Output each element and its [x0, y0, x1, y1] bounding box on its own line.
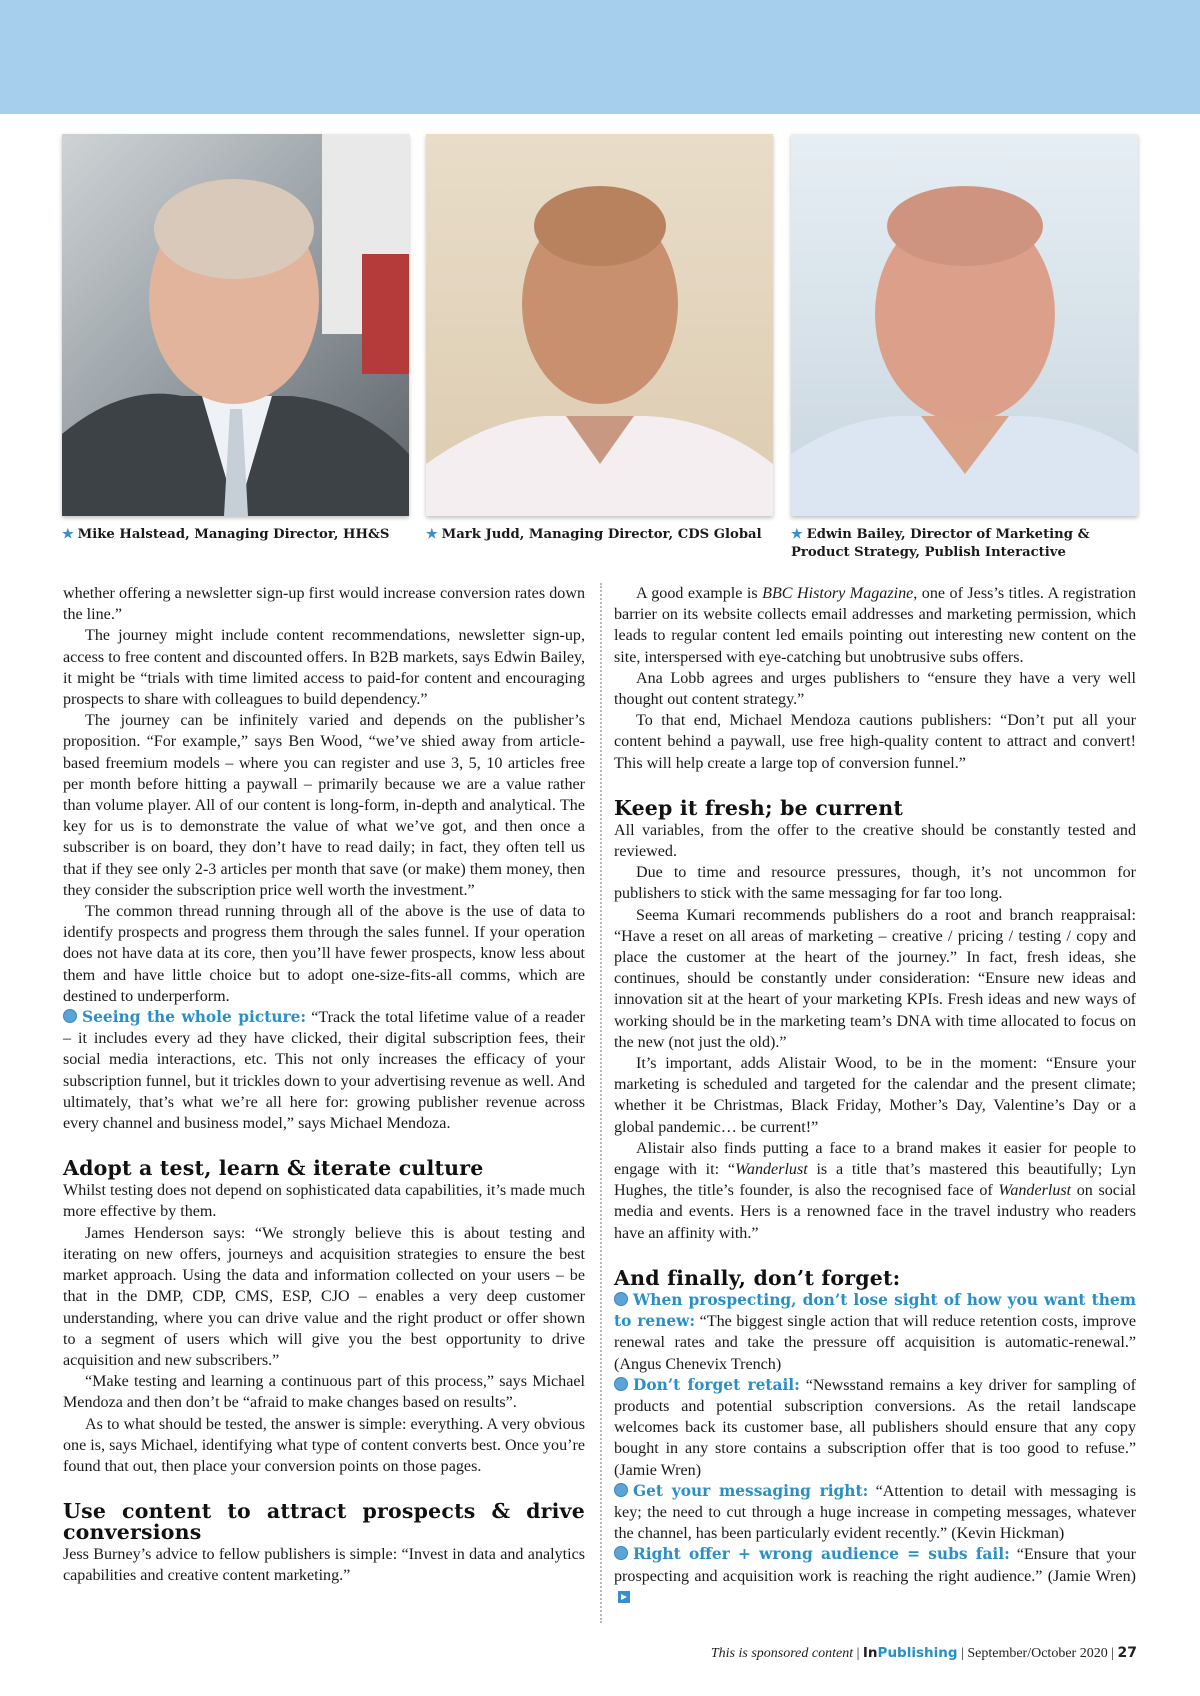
paragraph: Alistair also finds putting a face to a brand makes it easier for people to engage with it: “Wanderlust is a title that’s mastered this beautifully; Lyn Hughes, the title’s founder, is also the recognised face of Wanderlust on social media and events. Hers is a renowned face in the travel industry who readers have an affinity with.”	[614, 1139, 1137, 1242]
end-mark-icon	[618, 1591, 630, 1603]
bullet-lead: When prospecting, don’t lose sight of how you want them to renew:	[614, 1290, 1136, 1331]
bullet-lead: Don’t forget retail:	[633, 1375, 800, 1394]
paragraph: Ana Lobb agrees and urges publishers to “ensure they have a very well thought out content strategy.”	[614, 669, 1136, 709]
brand-logo: InPublishing	[862, 1645, 958, 1661]
paragraph: “Make testing and learning a continuous part of this process,” says Michael Mendoza and then don’t be “afraid to make changes based on results”.	[63, 1373, 585, 1412]
column-divider	[600, 583, 602, 1623]
photo-mike-halstead	[62, 134, 409, 516]
star-icon: ★	[426, 527, 438, 542]
star-icon: ★	[791, 527, 803, 542]
paragraph: All variables, from the offer to the creative should be constantly tested and reviewed.	[614, 821, 1136, 861]
bullet-dot-icon	[614, 1292, 628, 1306]
paragraph: It’s important, adds Alistair Wood, to be in the moment: “Ensure your marketing is scheduled and targeted for the calendar and the present climate; whether it be Christmas, Black Friday, Mother’s Day, Valentine’s Day or a global pandemic… be current!”	[614, 1055, 1136, 1136]
star-icon: ★	[62, 527, 74, 542]
photo-edwin-bailey	[791, 134, 1138, 516]
page-footer: This is sponsored content | InPublishing | September/October 2020 | 27	[710, 1645, 1137, 1661]
portrait-1-image	[62, 134, 409, 516]
bullet-paragraph: When prospecting, don’t lose sight of how you want them to renew: “The biggest single action that will reduce retention costs, improve renewal rates and take the pressure off acquisition is automatic-renewal.” (Angus Chenevix Trench)	[614, 1290, 1137, 1373]
paragraph: whether offering a newsletter sign-up first would increase conversion rates down the line.”	[63, 585, 585, 624]
bullet-dot-icon	[614, 1377, 628, 1391]
paragraph: Jess Burney’s advice to fellow publishers is simple: “Invest in data and analytics capabilities and creative content marketing.”	[63, 1546, 585, 1585]
issue-date: September/October 2020	[967, 1646, 1108, 1661]
section-heading: Adopt a test, learn & iterate culture	[63, 1156, 484, 1181]
section-heading: Keep it fresh; be current	[614, 795, 904, 820]
photo-caption-3: ★ Edwin Bailey, Director of Marketing & Product Strategy, Publish Interactive	[791, 527, 1090, 560]
paragraph: James Henderson says: “We strongly believe this is about testing and iterating on new offers, journeys and acquisition strategies to ensure the best market approach. Using the data and information collected on your users – be that in the DMP, CDP, CMS, ESP, CJO – enables a very deep customer understanding, where you can drive value and the right product or offer shown to a segment of users which will give you the best opportunity to drive acquisition and new subscribers.”	[63, 1224, 585, 1369]
paragraph: As to what should be tested, the answer is simple: everything. A very obvious one is, says Michael, identifying what type of content converts best. Once you’re found that out, then place your conversion points on those pages.	[63, 1415, 585, 1475]
paragraph: A good example is BBC History Magazine, one of Jess’s titles. A registration barrier on its website collects email addresses and marketing permission, which leads to regular content led emails pointing out interesting new content on the site, interspersed with eye-catching but unobtrusive subs offers.	[614, 585, 1137, 666]
bullet-paragraph: Right offer + wrong audience = subs fail: “Ensure that your prospecting and acquisition work is reaching the right audience.” (Jamie Wren)	[614, 1544, 1136, 1608]
bullet-dot-icon	[614, 1546, 628, 1560]
bullet-paragraph: Don’t forget retail: “Newsstand remains a key driver for sampling of products and potential subscription conversions. As the retail landscape welcomes back its customer base, all publishers should ensure that any copy bought in any store contains a subscription offer that is too good to refuse.” (Jamie Wren)	[614, 1375, 1137, 1479]
article-column-right	[614, 583, 1136, 1608]
bullet-dot-icon	[63, 1009, 77, 1023]
top-color-band	[0, 0, 1200, 114]
photo-caption-2: ★ Mark Judd, Managing Director, CDS Global	[426, 527, 762, 542]
paragraph: Seema Kumari recommends publishers do a root and branch reappraisal: “Have a reset on all areas of marketing – creative / pricing / testing / copy and place the customer at the heart of the journey.” In fact, fresh ideas, she continues, should be constantly under consideration: “Ensure new ideas and innovation sit at the heart of your marketing KPIs. Fresh ideas and new ways of working should be in the marketing team’s DNA with time allocated to focus on the new (not just the old).”	[614, 906, 1136, 1051]
bullet-dot-icon	[614, 1483, 628, 1497]
sponsored-label: This is sponsored content	[710, 1646, 854, 1661]
paragraph: To that end, Michael Mendoza cautions publishers: “Don’t put all your content behind a paywall, use free high-quality content to attract and convert! This will help create a large top of conversion funnel.”	[614, 712, 1136, 772]
page-number: 27	[1117, 1645, 1137, 1661]
portrait-3-image	[791, 134, 1138, 516]
paragraph: The common thread running through all of the above is the use of data to identify prospects and progress them through the sales funnel. If your operation does not have data at its core, then you’ll have fewer prospects, know less about them and have little choice but to adopt one-size-fits-all comms, which are destined to underperform.	[63, 903, 585, 1005]
bullet-paragraph: Seeing the whole picture: “Track the total lifetime value of a reader – it includes every ad they have clicked, their digital subscription fees, their social media interactions, etc. This not only increases the efficacy of your subscription funnel, but it trickles down to your advertising revenue as well. And ultimately, that’s what we’re all here for: growing publisher revenue across every channel and business model,” says Michael Mendoza.	[63, 1008, 585, 1133]
article-column-left	[63, 583, 585, 1587]
paragraph: Whilst testing does not depend on sophisticated data capabilities, it’s made much more effective by them.	[63, 1182, 585, 1221]
bullet-lead: Get your messaging right:	[633, 1481, 869, 1500]
paragraph: The journey might include content recommendations, newsletter sign-up, access to free content and discounted offers. In B2B markets, says Edwin Bailey, it might be “trials with time limited access to paid-for content and encouraging prospects to share with colleagues to build dependency.”	[63, 627, 585, 709]
portrait-2-image	[426, 134, 773, 516]
paragraph: The journey can be infinitely varied and depends on the publisher’s proposition. “For example,” says Ben Wood, “we’ve shied away from article-based freemium models – where you can register and use 3, 5, 10 articles free per month before hitting a paywall – primarily because we are a value rather than volume player. All of our content is long-form, in-depth and analytical. The key for us is to demonstrate the value of what we’ve got, and then once a subscriber is on board, they don’t have to read daily; in fact, they often tell us that if they see only 2-3 articles per month that save (or make) them money, then they consider the subscription price well worth the investment.”	[63, 712, 585, 899]
paragraph: Due to time and resource pressures, though, it’s not uncommon for publishers to stick with the same messaging for far too long.	[614, 864, 1136, 903]
section-heading: And finally, don’t forget:	[614, 1265, 901, 1290]
bullet-paragraph: Get your messaging right: “Attention to detail with messaging is key; the need to cut through a huge increase in competing messages, whatever the channel, has been particularly evident recently.” (Kevin Hickman)	[614, 1481, 1136, 1543]
photo-mark-judd	[426, 134, 773, 516]
bullet-lead: Seeing the whole picture:	[82, 1008, 307, 1027]
photo-caption-1: ★ Mike Halstead, Managing Director, HH&S	[62, 527, 390, 542]
section-heading: Use content to attract prospects & drive conversions	[63, 1499, 585, 1545]
bullet-lead: Right offer + wrong audience = subs fail:	[633, 1545, 1010, 1564]
